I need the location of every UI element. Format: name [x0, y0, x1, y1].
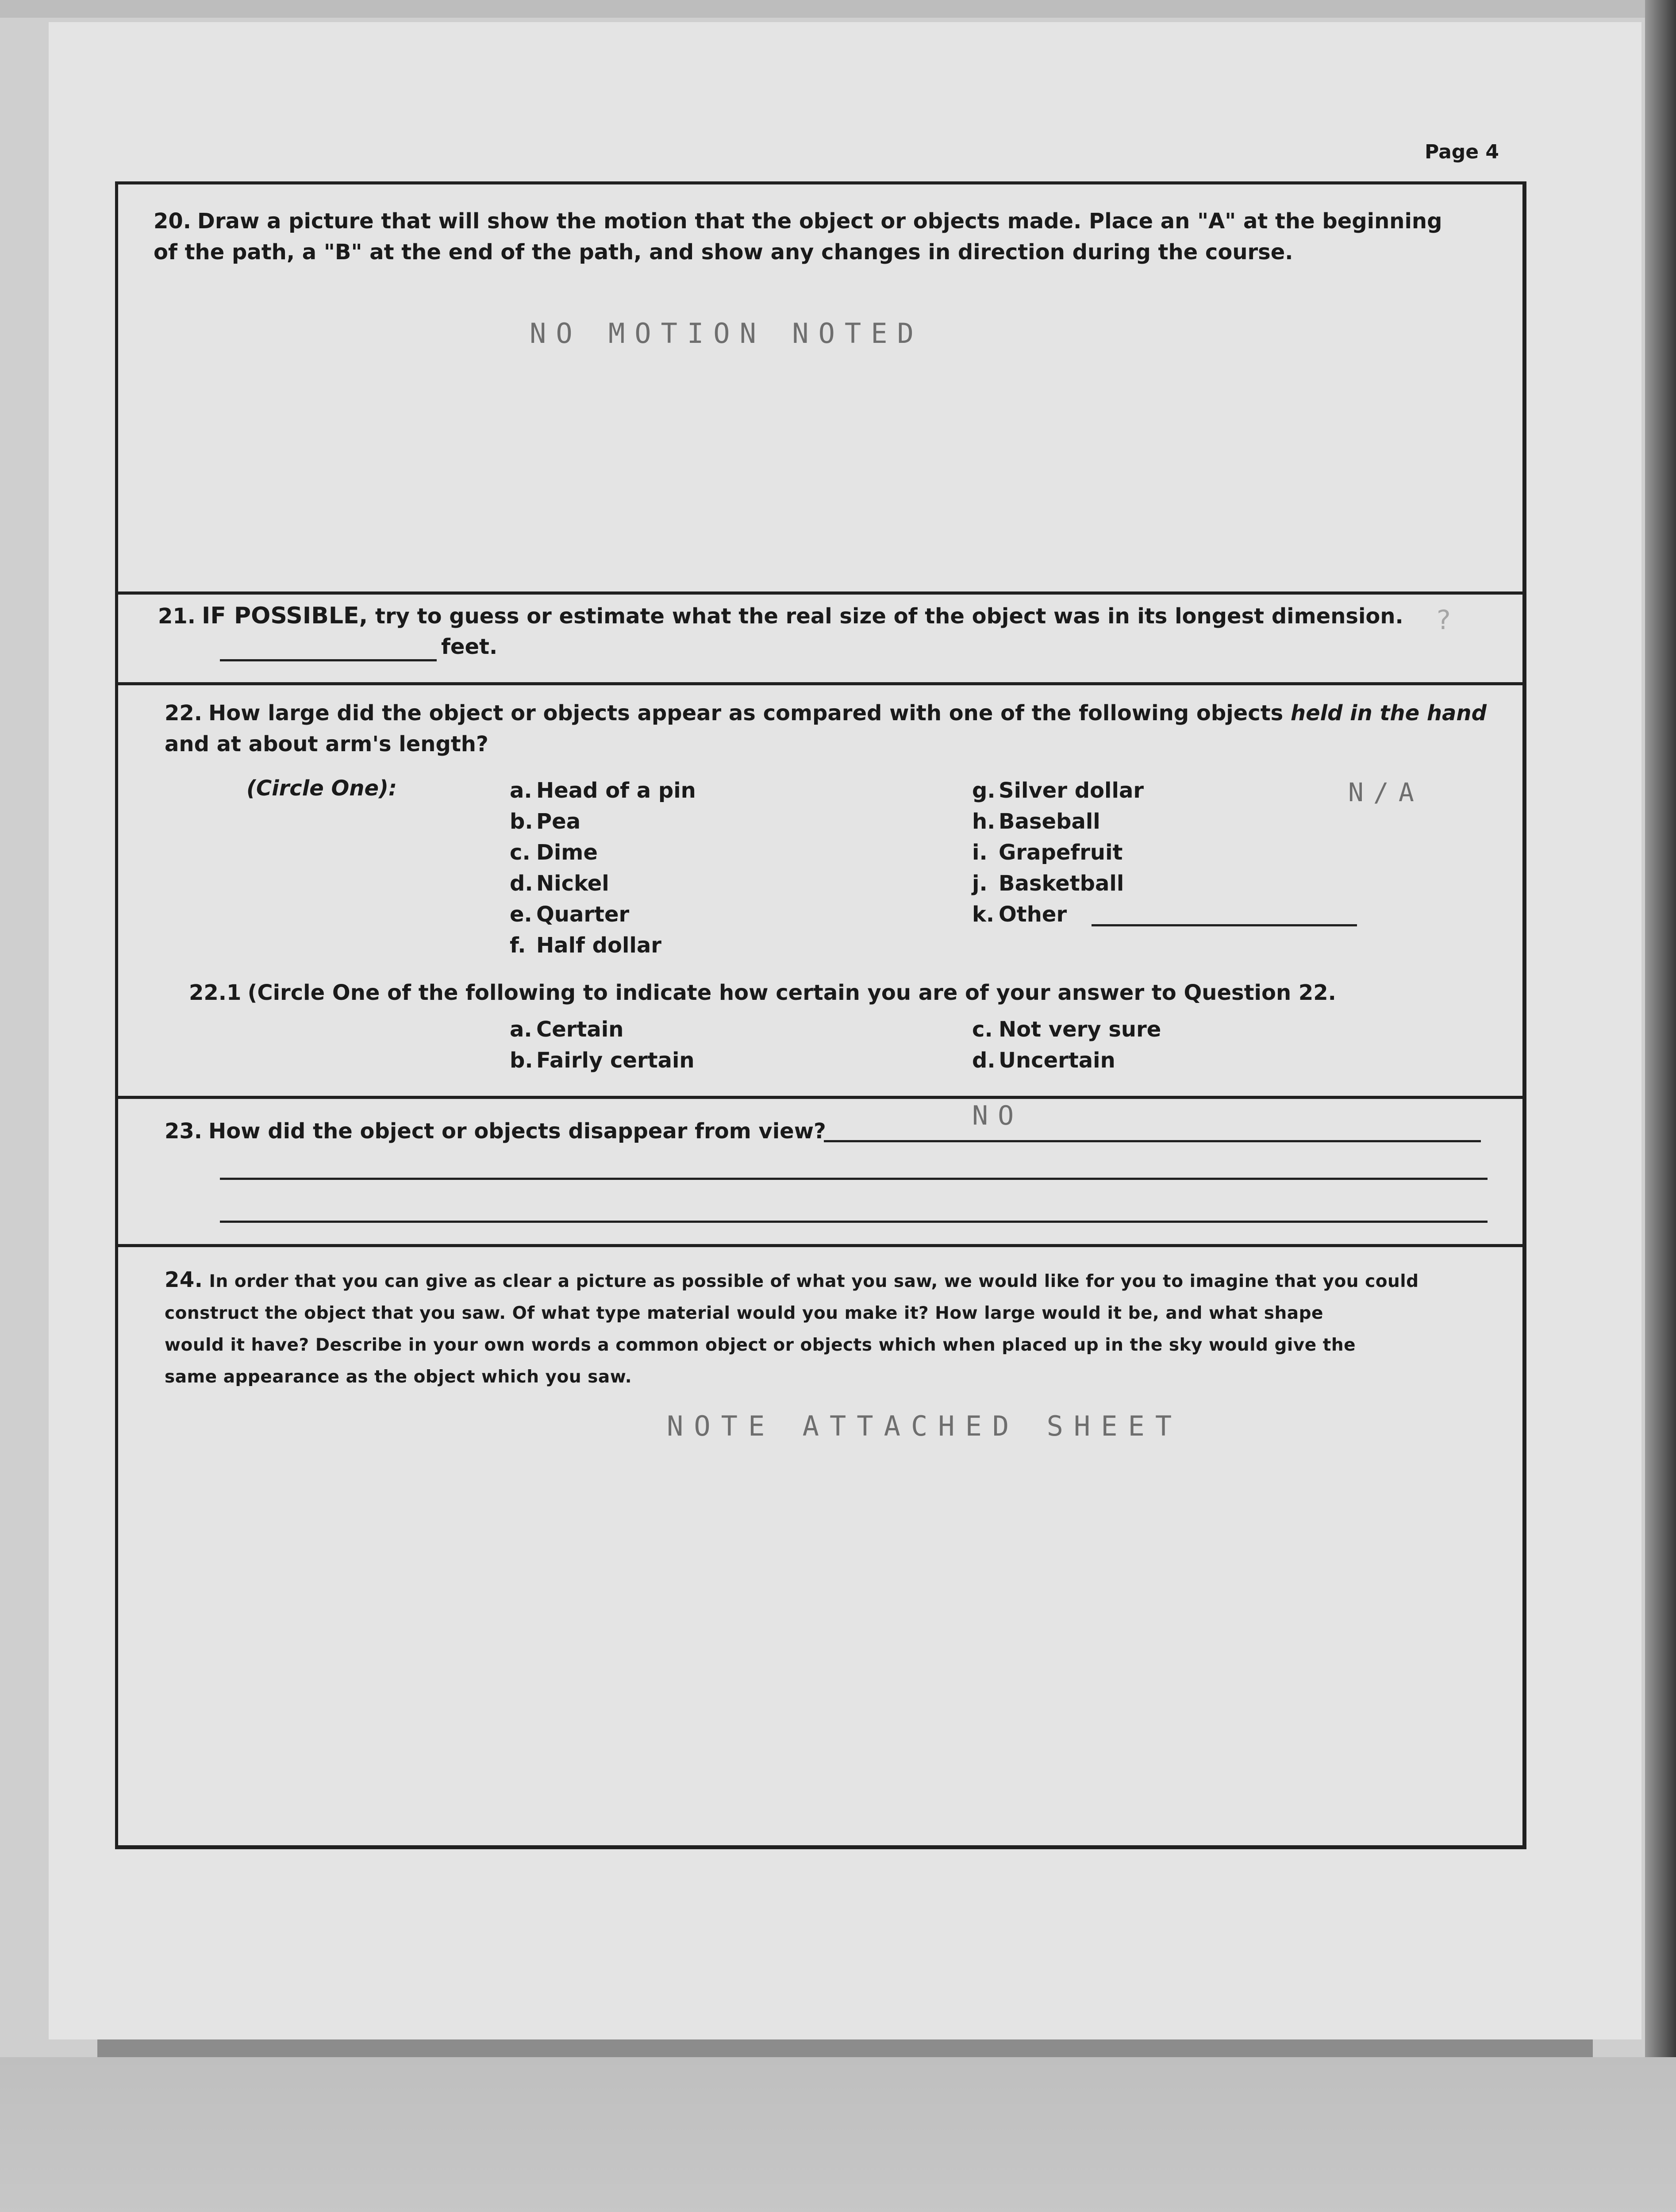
divider-after-q23	[118, 1244, 1522, 1247]
scan-top-edge	[0, 0, 1676, 18]
question-23-text: 23. How did the object or objects disappear from view?	[165, 1119, 826, 1144]
question-22-number: 22.	[165, 701, 203, 726]
question-24-handwritten-answer: NOTE ATTACHED SHEET	[667, 1410, 1183, 1442]
question-20-line-1: 20. Draw a picture that will show the motion that the object or objects made. Place an "A" at the beginning	[154, 209, 1442, 234]
option-h[interactable]: h. Baseball	[972, 809, 1100, 834]
question-22-line-1: 22. How large did the object or objects appear as compared with one of the following objects held in the hand	[165, 701, 1487, 726]
divider-after-q20	[118, 591, 1522, 595]
option-c[interactable]: c. Dime	[510, 840, 598, 865]
question-24-line-4: same appearance as the object which you saw.	[165, 1367, 632, 1387]
option-k-other-blank[interactable]	[1092, 924, 1357, 926]
question-24-line-1: 24. In order that you can give as clear a picture as possible of what you saw, we would like for you to imagine that you could	[165, 1267, 1419, 1292]
question-23-number: 23.	[165, 1119, 203, 1144]
option-j[interactable]: j. Basketball	[972, 871, 1124, 896]
option-b[interactable]: b. Pea	[510, 809, 581, 834]
option-f[interactable]: f. Half dollar	[510, 933, 661, 958]
question-24-answer-area[interactable]	[118, 1459, 1522, 1843]
question-20-number: 20.	[154, 209, 192, 234]
certainty-option-a[interactable]: a. Certain	[510, 1017, 624, 1042]
certainty-option-c[interactable]: c. Not very sure	[972, 1017, 1161, 1042]
option-k[interactable]: k. Other	[972, 902, 1067, 927]
certainty-option-b[interactable]: b. Fairly certain	[510, 1048, 695, 1073]
question-21-unit: feet.	[441, 634, 498, 659]
question-23-answer-line-3[interactable]	[220, 1221, 1488, 1223]
question-21-number: 21.	[158, 604, 196, 629]
option-a[interactable]: a. Head of a pin	[510, 778, 696, 803]
form-box	[115, 181, 1526, 1849]
question-24-text	[165, 1264, 1514, 1393]
question-22-1-number: 22.1	[189, 980, 242, 1005]
question-22-line-2: and at about arm's length?	[165, 732, 488, 757]
question-23-answer-line-1[interactable]	[824, 1140, 1481, 1142]
question-22-1-text: 22.1 (Circle One of the following to indicate how certain you are of your answer to Question 22.	[189, 980, 1336, 1005]
certainty-option-d[interactable]: d. Uncertain	[972, 1048, 1115, 1073]
question-22-circle-label: (Circle One):	[246, 776, 397, 801]
question-21-size-blank[interactable]	[220, 659, 437, 661]
question-20-drawing-area[interactable]	[118, 184, 1522, 591]
option-d[interactable]: d. Nickel	[510, 871, 609, 896]
scan-right-strip	[1645, 0, 1676, 2079]
divider-after-q22	[118, 1096, 1522, 1099]
option-e[interactable]: e. Quarter	[510, 902, 630, 927]
form-page	[49, 22, 1641, 2039]
question-24-number: 24.	[165, 1267, 203, 1292]
question-22-text	[165, 698, 1514, 760]
page-number: Page 4	[1425, 141, 1499, 163]
question-24-line-2: construct the object that you saw. Of what type material would you make it? How large would it be, and what shape	[165, 1303, 1323, 1323]
scan-lower-area	[0, 2057, 1676, 2212]
faint-question-mark: ?	[1437, 605, 1451, 636]
option-i[interactable]: i. Grapefruit	[972, 840, 1123, 865]
question-21-emphasis: IF POSSIBLE,	[202, 603, 368, 629]
question-22-handwritten-answer: N/A	[1348, 777, 1424, 807]
question-20-line-2: of the path, a "B" at the end of the path, and show any changes in direction during the course.	[154, 240, 1293, 265]
question-23-answer-line-2[interactable]	[220, 1178, 1488, 1180]
divider-after-q21	[118, 682, 1522, 685]
option-g[interactable]: g. Silver dollar	[972, 778, 1144, 803]
question-20-handwritten-answer: NO MOTION NOTED	[530, 317, 923, 349]
question-21-line-1: 21. IF POSSIBLE, try to guess or estimate what the real size of the object was in its longest dimension.	[158, 603, 1403, 629]
question-24-line-3: would it have? Describe in your own words a common object or objects which when placed up in the sky would give the	[165, 1335, 1356, 1355]
question-23-handwritten-answer: NO	[972, 1100, 1024, 1131]
